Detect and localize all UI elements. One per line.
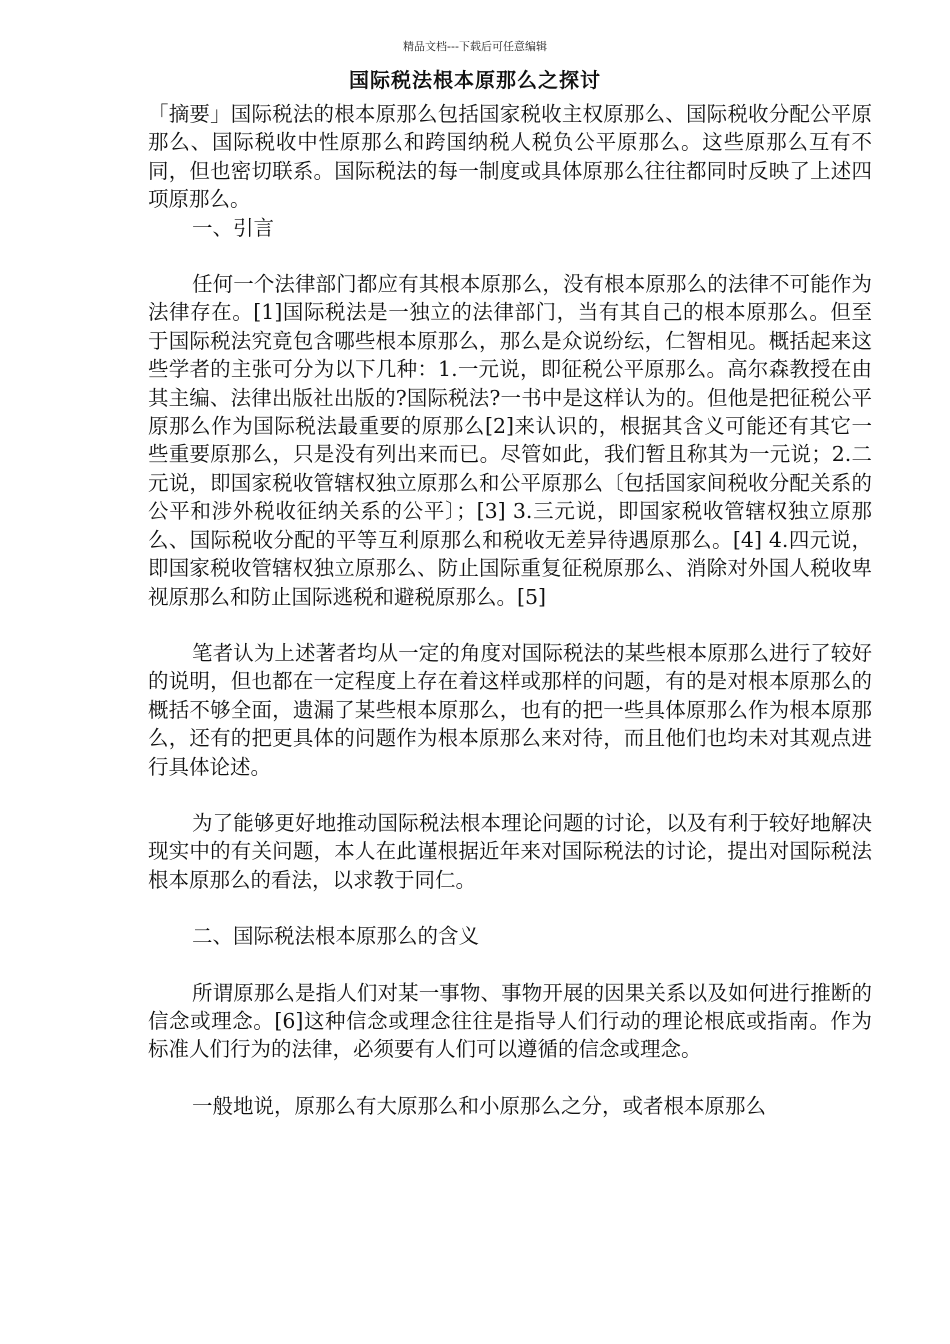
body-paragraph: 所谓原那么是指人们对某一事物、事物开展的因果关系以及如何进行推断的信念或理念。[6]这种信念或理念往往是指导人们行动的理论根底或指南。作为标准人们行为的法律，必须要有人们可以遵循的信念或理念。 bbox=[148, 980, 872, 1062]
section-heading-introduction: 一、引言 bbox=[192, 215, 274, 240]
paragraph-gap bbox=[148, 781, 872, 809]
document-title: 国际税法根本原那么之探讨 bbox=[349, 68, 601, 92]
body-paragraph: 为了能够更好地推动国际税法根本理论问题的讨论，以及有利于较好地解决现实中的有关问题，本人在此谨根据近年来对国际税法的讨论，提出对国际税法根本原那么的看法，以求教于同仁。 bbox=[148, 810, 872, 892]
paragraph-gap bbox=[148, 1064, 872, 1092]
body-paragraph: 笔者认为上述著者均从一定的角度对国际税法的某些根本原那么进行了较好的说明，但也都在一定程度上存在着这样或那样的问题，有的是对根本原那么的概括不够全面，遗漏了某些根本原那么，也有的把一些具体原那么作为根本原那么，还有的把更具体的问题作为根本原那么来对待，而且他们也均未对其观点进行具体论述。 bbox=[148, 640, 872, 779]
paragraph-gap bbox=[148, 894, 872, 922]
section-heading-meaning: 二、国际税法根本原那么的含义 bbox=[192, 924, 479, 949]
document-body bbox=[148, 100, 872, 1120]
paragraph-gap bbox=[148, 611, 872, 639]
abstract-paragraph: 「摘要」国际税法的根本原那么包括国家税收主权原那么、国际税收分配公平原那么、国际税收中性原那么和跨国纳税人税负公平原那么。这些原那么互有不同，但也密切联系。国际税法的每一制度或具体原那么往往都同时反映了上述四项原那么。 bbox=[148, 102, 872, 212]
paragraph-gap bbox=[148, 242, 872, 270]
body-paragraph: 任何一个法律部门都应有其根本原那么，没有根本原那么的法律不可能作为法律存在。[1]国际税法是一独立的法律部门，当有其自己的根本原那么。但至于国际税法究竟包含哪些根本原那么，那么是众说纷纭，仁智相见。概括起来这些学者的主张可分为以下几种：1.一元说，即征税公平原那么。高尔森教授在由其主编、法律出版社出版的?国际税法?一书中是这样认为的。但他是把征税公平原那么作为国际税法最重要的原那么[2]来认识的，根据其含义可能还有其它一些重要原那么，只是没有列出来而已。尽管如此，我们暂且称其为一元说；2.二元说，即国家税收管辖权独立原那么和公平原那么〔包括国家间税收分配关系的公平和涉外税收征纳关系的公平〕；[3] 3.三元说，即国家税收管辖权独立原那么、国际税收分配的平等互利原那么和税收无差异待遇原那么。[4] 4.四元说，即国家税收管辖权独立原那么、防止国际重复征税原那么、消除对外国人税收卑视原那么和防止国际逃税和避税原那么。[5] bbox=[148, 272, 872, 609]
paragraph-gap bbox=[148, 951, 872, 979]
body-paragraph: 一般地说，原那么有大原那么和小原那么之分，或者根本原那么 bbox=[192, 1093, 766, 1118]
header-note: 精品文档---下载后可任意编辑 bbox=[403, 40, 547, 53]
